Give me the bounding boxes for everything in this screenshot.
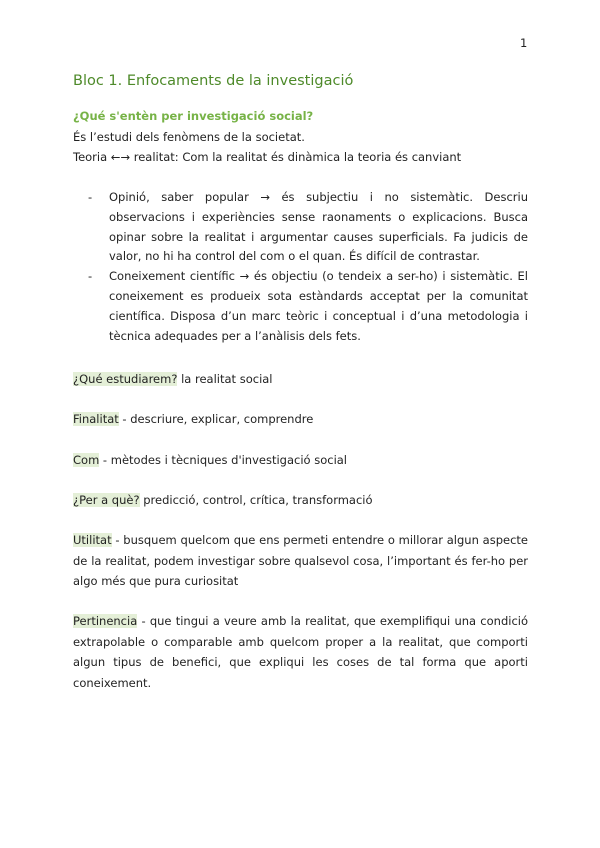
highlighted-term: Finalitat [73,412,119,426]
section-why [73,490,528,511]
section-text: - que tingui a veure amb la realitat, que exemplifiqui una condició extrapolable o comparable amb quelcom proper a la realitat, que comporti algun tipus de benefici, que expliqui les coses de tal forma que aporti coneixement. [73,614,528,690]
highlighted-term: Com [73,453,100,467]
section-pertinence [73,611,528,693]
intro-line-1: És l’estudi dels fenòmens de la societat. [73,130,305,144]
section-how [73,450,528,471]
section-text: predicció, control, crítica, transformació [139,493,373,507]
bullet-item [88,188,528,267]
bullet-dash: - [88,190,93,204]
intro-line-2: Teoria ←→ realitat: Com la realitat és dinàmica la teoria és canviant [73,150,462,164]
section-text: - descriure, explicar, comprendre [118,412,314,426]
bullet-list [88,188,528,346]
bullet-text: Opinió, saber popular → és subjectiu i no sistemàtic. Descriu observacions i experiències sense raonaments o explicacions. Busca opinar sobre la realitat i argumentar causes superficials. Fa judicis de valor, no hi ha control del com o el quan. És difícil de contrastar. [109,190,528,264]
highlighted-term: Pertinencia [73,614,138,628]
bullet-dash: - [88,269,93,284]
section-text: - mètodes i tècniques d'investigació social [99,453,348,467]
section-text: - busquem quelcom que ens permeti entendre o millorar algun aspecte de la realitat, podem investigar sobre qualsevol cosa, l’important és fer-ho per algo més que pura curiositat [73,533,528,588]
bullet-item [88,267,528,346]
page-number: 1 [520,36,528,50]
section-text: la realitat social [177,372,273,386]
section-purpose [73,409,528,430]
section-what [73,369,528,390]
section-subtitle: ¿Qué s'entèn per investigació social? [73,109,314,123]
highlighted-term: ¿Per a què? [73,493,140,507]
section-utility [73,530,528,592]
bullet-text: Coneixement científic → és objectiu (o tendeix a ser-ho) i sistemàtic. El coneixement es produeix sota estàndards acceptat per la comunitat científica. Disposa d’un marc teòric i conceptual i d’una metodologia i tècnica adequades per a l’anàlisis dels fets. [109,269,528,343]
page-title: Bloc 1. Enfocaments de la investigació [73,73,354,89]
highlighted-term: ¿Qué estudiarem? [73,372,178,386]
highlighted-term: Utilitat [73,533,112,547]
